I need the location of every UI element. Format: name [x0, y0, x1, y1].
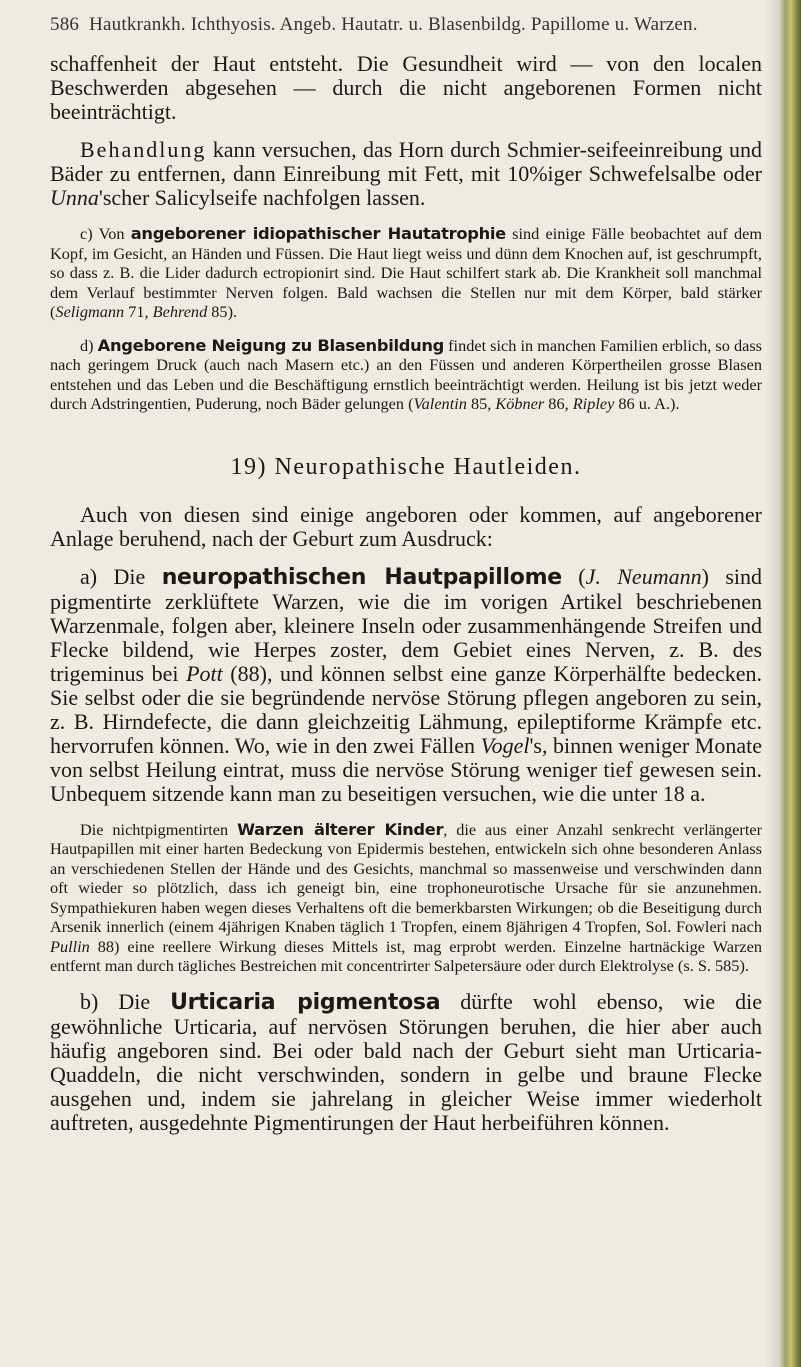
keyword-heading: neuropathischen Hautpapillome: [161, 564, 562, 590]
author-reference: Ripley: [572, 394, 615, 413]
paragraph-intro: Auch von diesen sind einige angeboren oder kommen, auf angeborener Anlage beruhend, nach der Geburt zum Ausdruck:: [50, 501, 762, 551]
paragraph-a-hautpapillome: a) Die neuropathischen Hautpapillome (J. Neumann) sind pigmentirte zerklüftete Warzen, wie die im vorigen Artikel beschriebenen Warzenmale, folgen aber, kleinere Inseln oder zusammenhängende Streifen und Flecke bildend, wie Herpes zoster, dem Gebiet eines Nerven, z. B. des trigeminus bei Pott (88), und können selbst eine ganze Körperhälfte bedecken. Sie selbst oder die sie begründende nervöse Störung pflegen angeboren zu sein, z. B. Hirndefecte, die dann gleichzeitig Lähmung, epileptiforme Krämpfe etc. hervorrufen können. Wo, wie in den zwei Fällen Vogel's, binnen weniger Monate von selbst Heilung eintrat, muss die nervöse Störung weniger tief gewesen sein. Unbequem sitzende kann man zu beseitigen versuchen, wie die unter 18 a.: [50, 563, 763, 806]
author-reference: Seligmann: [55, 302, 125, 321]
author-reference: Pullin: [50, 936, 90, 956]
keyword-heading: Urticaria pigmentosa: [170, 989, 441, 1015]
section-title: 19) Neuropathische Hautleiden.: [230, 453, 582, 480]
page-number: 586: [50, 14, 80, 35]
paragraph-d-blasenbildung: d) Angeborene Neigung zu Blasenbildung findet sich in manchen Familien erblich, so dass nach geringem Druck (auch nach Masern etc.) an den Füssen und anderen Körpertheilen grosse Blasen entstehen und das Leben und die Beschäftigung ernstlich beeinträchtigt werden. Heilung ist bis jetzt weder durch Adstringentien, Puderung, noch Bäder gelungen (Valentin 85, Köbner 86, Ripley 86 u. A.).: [50, 335, 762, 413]
paragraph-behandlung: Behandlung kann versuchen, das Horn durch Schmier-seifeeinreibung und Bäder zu entfernen, dann Einreibung mit Fett, mit 10%iger Schwefelsalbe oder Unna'scher Salicylseife nachfolgen lassen.: [50, 137, 762, 210]
author-reference: Vogel: [480, 732, 530, 758]
running-header: [50, 14, 762, 36]
paragraph-b-urticaria: b) Die Urticaria pigmentosa dürfte wohl ebenso, wie die gewöhnliche Urticaria, auf nervösen Störungen beruhen, die hier aber auch häufig angeboren sind. Bei oder bald nach der Geburt sieht man Urticaria-Quaddeln, die nicht verschwinden, sondern in gelbe und braune Flecke ausgehen und, indem sie jahrelang in gleicher Weise immer wiederholt auftreten, ausgedehnte Pigmentirungen der Haut herbeiführen können.: [50, 988, 763, 1135]
author-reference: Valentin: [413, 394, 467, 413]
page-edge: [779, 0, 801, 1367]
keyword-heading: angeborener idiopathischer Hautatrophie: [130, 224, 506, 243]
author-reference: J. Neumann: [585, 563, 702, 589]
author-reference: Behrend: [152, 302, 208, 321]
paragraph-c-hautatrophie: c) Von angeborener idiopathischer Hautatrophie sind einige Fälle beobachtet auf dem Kopf, im Gesicht, an Händen und Füssen. Die Haut liegt weiss und dünn dem Knochen auf, ist geschrumpft, so dass z. B. die Lider dadurch ectropionirt sind. Die Haut schilfert stark ab. Die Krankheit soll manchmal dem Verlauf bestimmter Nerven folgen. Bald wachsen die Stellen nur mit dem Körper, bald stärker (Seligmann 71, Behrend 85).: [50, 224, 763, 321]
paragraph-warzen: Die nichtpigmentirten Warzen älterer Kinder, die aus einer Anzahl senkrecht verlängerter Hautpapillen mit einer harten Bedeckung von Epidermis bestehen, entwickeln sich ohne besonderen Anlass an verschiedenen Stellen der Hände und des Gesichts, manchmal so massenweise und verschwinden dann oft wieder so plötzlich, dass ich geneigt bin, eine trophoneurotische Ursache für sie anzunehmen. Sympathiekuren haben wegen dieses Verhaltens oft die bemerkbarsten Wirkungen; ob die Beseitigung durch Arsenik innerlich (einem 4jährigen Knaben täglich 1 Tropfen, einem 8jährigen 4 Tropfen, Sol. Fowleri nach Pullin 88) eine reellere Wirkung dieses Mittels ist, mag erprobt werden. Einzelne hartnäckige Warzen entfernt man durch tägliches Bestreichen mit concentrirter Salpetersäure oder durch Elektrolyse (s. S. 585).: [50, 819, 762, 975]
author-reference: Köbner: [495, 394, 545, 413]
behandlung-label: Behandlung: [80, 137, 207, 162]
page-content: [50, 14, 762, 1135]
keyword-heading: Warzen älterer Kinder: [237, 819, 444, 839]
page-shadow: [765, 0, 779, 1367]
author-reference: Unna: [50, 185, 99, 210]
running-title: Hautkrankh. Ichthyosis. Angeb. Hautatr. u. Blasenbildg. Papillome u. Warzen.: [89, 14, 698, 35]
paragraph-continuation: schaffenheit der Haut entsteht. Die Gesundheit wird — von den localen Beschwerden abgesehen — durch die nicht angeborenen Formen nicht beeinträchtigt.: [50, 51, 762, 124]
author-reference: Pott: [186, 660, 223, 686]
keyword-heading: Angeborene Neigung zu Blasenbildung: [97, 335, 445, 355]
